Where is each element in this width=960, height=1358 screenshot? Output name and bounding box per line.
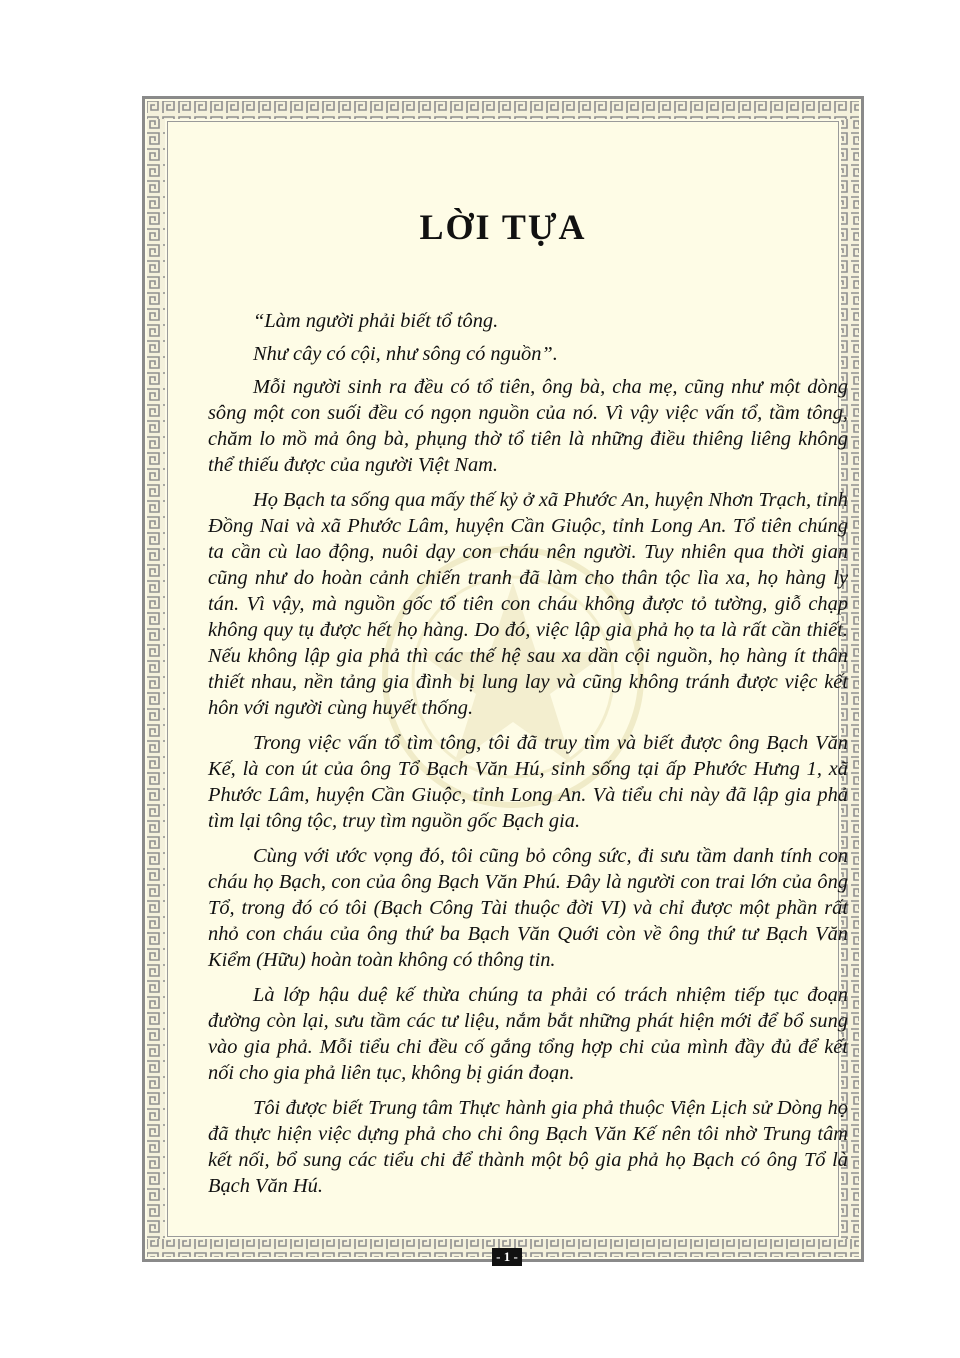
paragraph-5: Là lớp hậu duệ kế thừa chúng ta phải có trách nhiệm tiếp tục đoạn đường còn lại, sưu tầm các tư liệu, nắm bắt những phát hiện mới để bổ sung vào gia phả. Mỗi tiểu chi đều cố gắng tổng hợp chi của mình đầy đủ để kết nối cho gia phả liên tục, không bị gián đoạn. <box>208 984 848 1084</box>
paragraph-4: Cùng với ước vọng đó, tôi cũng bỏ công sức, đi sưu tầm danh tính con cháu họ Bạch, con của ông Bạch Văn Phú. Đây là người con trai lớn của ông Tổ, trong đó có tôi (Bạch Công Tài thuộc đời VI) và chỉ được một phần rất nhỏ con cháu của ông thứ ba Bạch Văn Quới còn về ông thứ tư Bạch Văn Kiểm (Hữu) hoàn toàn không có thông tin. <box>208 845 848 971</box>
paragraph-6: Tôi được biết Trung tâm Thực hành gia phả thuộc Viện Lịch sử Dòng họ đã thực hiện việc dựng phả cho chi ông Bạch Văn Kế nên tôi nhờ Trung tâm kết nối, bổ sung các tiểu chi để thành một bộ gia phả họ Bạch có ông Tổ là Bạch Văn Hú. <box>208 1097 848 1197</box>
page-content-area <box>167 121 848 1237</box>
quote-line-1: “Làm người phải biết tổ tông. <box>253 310 499 332</box>
paragraph-3: Trong việc vấn tổ tìm tông, tôi đã truy tìm và biết được ông Bạch Văn Kế, là con út của ông Tổ Bạch Văn Hú, sinh sống tại ấp Phước Hưng 1, xã Phước Lâm, huyện Cần Giuộc, tỉnh Long An. Và tiểu chi này đã lập gia phả tìm lại tông tộc, truy tìm nguồn gốc Bạch gia. <box>208 732 848 832</box>
preface-body <box>208 308 848 1208</box>
paragraph-2: Họ Bạch ta sống qua mấy thế kỷ ở xã Phước An, huyện Nhơn Trạch, tỉnh Đồng Nai và xã Phước Lâm, huyện Cần Giuộc, tỉnh Long An. Tổ tiên chúng ta cần cù lao động, nuôi dạy con cháu nên người. Tuy nhiên qua thời gian cũng như do hoàn cảnh chiến tranh đã làm cho thân tộc lìa xa, họ hàng ly tán. Vì vậy, mà nguồn gốc tổ tiên con cháu không được tỏ tường, giỗ chạp không quy tụ được hết họ hàng. Do đó, việc lập gia phả họ ta là rất cần thiết. Nếu không lập gia phả thì các thế hệ sau xa dần cội nguồn, họ hàng ít thân thiết nhau, nền tảng gia đình bị lung lay và cũng không tránh được việc kết hôn với người cùng huyết thống. <box>208 489 848 719</box>
page-number: - 1 - <box>492 1248 522 1266</box>
quote-line-2: Như cây có cội, như sông có nguồn”. <box>253 343 558 365</box>
page-title: LỜI TỰA <box>419 207 587 247</box>
decorative-page-frame <box>142 96 864 1262</box>
paragraph-1: Mỗi người sinh ra đều có tổ tiên, ông bà, cha mẹ, cũng như một dòng sông một con suối đều có ngọn nguồn của nó. Vì vậy việc vấn tổ, tầm tông, chăm lo mồ mả ông bà, phụng thờ tổ tiên là những điều thiêng liêng không thể thiếu được của người Việt Nam. <box>208 376 848 476</box>
